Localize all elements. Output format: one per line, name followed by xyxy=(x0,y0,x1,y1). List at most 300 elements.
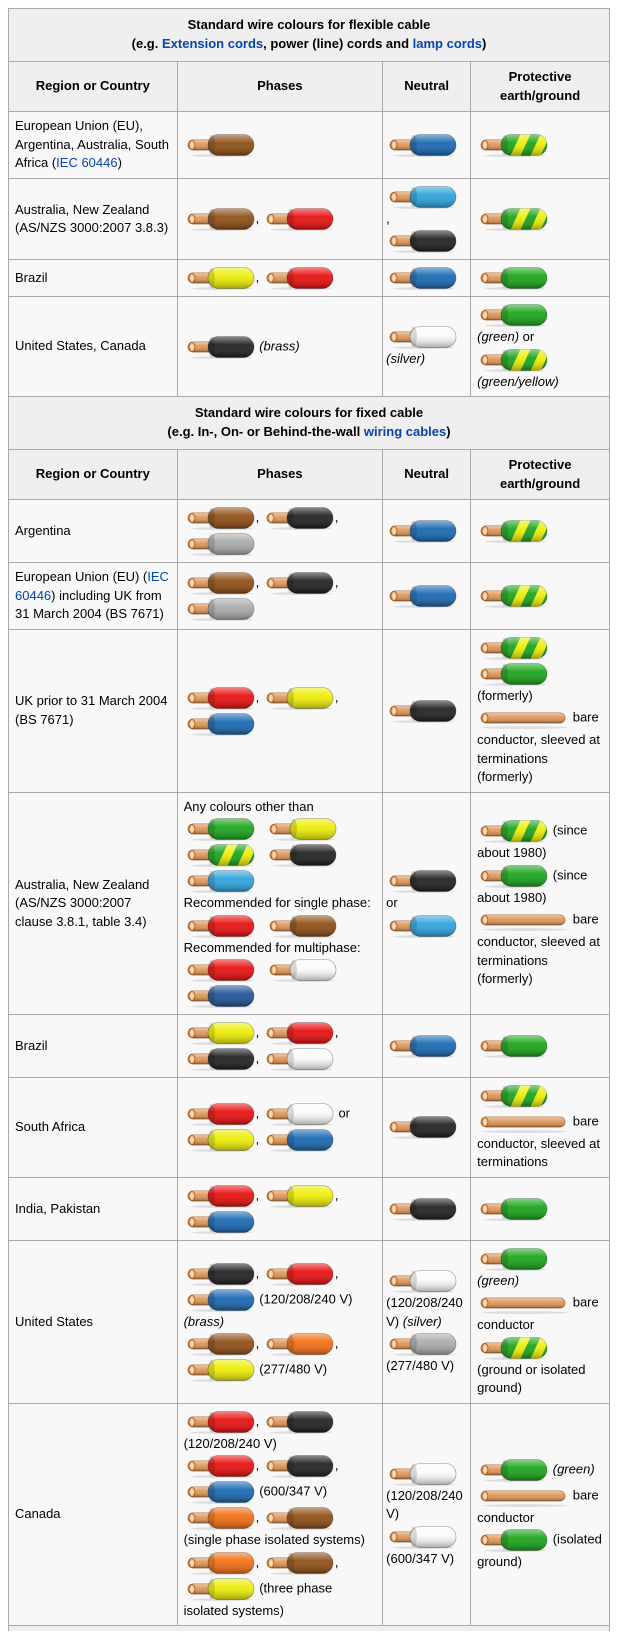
column-header-neutral: Neutral xyxy=(383,61,471,112)
wire-icon xyxy=(386,1115,458,1139)
text: Argentina xyxy=(15,523,71,539)
text: , xyxy=(334,1335,339,1351)
neutral-cell xyxy=(383,1015,471,1078)
wire-icon xyxy=(184,1128,256,1152)
region-cell xyxy=(9,297,178,397)
table-row xyxy=(9,297,610,397)
wire-black xyxy=(263,1454,335,1478)
region-cell xyxy=(9,500,178,563)
wire-green-yellow xyxy=(184,843,256,867)
text: European Union (EU) ( xyxy=(15,569,148,585)
wire-icon xyxy=(477,819,549,843)
text: , xyxy=(255,689,263,705)
text: (e.g. xyxy=(131,35,162,51)
wire-orange xyxy=(184,1506,256,1530)
text: United States xyxy=(15,1313,94,1329)
wire-icon xyxy=(477,584,549,608)
wire-icon xyxy=(184,984,256,1008)
text: , xyxy=(386,210,390,226)
wire-green-yellow xyxy=(477,584,549,608)
region-cell xyxy=(9,629,178,792)
earth-cell xyxy=(471,629,610,792)
wire-blue xyxy=(184,1480,256,1504)
region-cell xyxy=(9,1403,178,1625)
wire-green-yellow xyxy=(477,819,549,843)
wire-blue xyxy=(386,133,458,157)
wire-red xyxy=(184,1184,256,1208)
wire-icon xyxy=(184,207,256,231)
earth-cell xyxy=(471,1078,610,1178)
region-cell xyxy=(9,1078,178,1178)
text: (120/208/240 V) xyxy=(386,1487,463,1522)
text: (ground or isolated ground) xyxy=(477,1361,586,1396)
text: (since about 1980) xyxy=(477,867,588,905)
wire-brown xyxy=(184,1332,256,1356)
wire-icon xyxy=(263,506,335,530)
table-row xyxy=(9,1015,610,1078)
wire-icon xyxy=(184,686,256,710)
section-subtitle xyxy=(15,423,603,442)
wire-blue xyxy=(386,519,458,543)
phases-cell xyxy=(177,563,383,629)
wire-icon xyxy=(266,958,338,982)
table-row xyxy=(9,112,610,178)
text: United States, Canada xyxy=(15,338,146,354)
wire-icon xyxy=(263,571,335,595)
wire-white xyxy=(386,325,458,349)
wire-icon xyxy=(386,1197,458,1221)
text: , xyxy=(255,574,263,590)
text: Canada xyxy=(15,1506,61,1522)
text: , xyxy=(334,1265,339,1281)
wire-blue xyxy=(184,1210,256,1234)
bare-conductor xyxy=(477,1484,569,1508)
wire-icon xyxy=(184,1410,256,1434)
earth-cell xyxy=(471,260,610,297)
wire-icon xyxy=(266,843,338,867)
section-header xyxy=(9,9,610,62)
wire-icon xyxy=(386,229,458,253)
italic-note: (silver) xyxy=(402,1313,442,1329)
italic-note: (green/yellow) xyxy=(477,373,559,389)
wire-green xyxy=(477,1528,549,1552)
wire-icon xyxy=(386,185,458,209)
bare-conductor xyxy=(477,706,569,730)
wire-green-yellow xyxy=(477,519,549,543)
text: (600/347 V) xyxy=(386,1550,455,1566)
phases-cell xyxy=(177,297,383,397)
region-cell xyxy=(9,1177,178,1240)
wire-yellow xyxy=(184,1021,256,1045)
text: India, Pakistan xyxy=(15,1200,101,1216)
text: , xyxy=(255,1131,263,1147)
wire-icon xyxy=(184,1358,256,1382)
wire-icon xyxy=(386,699,458,723)
section-header xyxy=(9,397,610,450)
text: , xyxy=(334,574,339,590)
wire-orange xyxy=(263,1332,335,1356)
text: , xyxy=(255,1024,263,1040)
wire-red xyxy=(184,914,256,938)
wire-green-yellow xyxy=(477,1084,549,1108)
wire-red xyxy=(263,1262,335,1286)
wire-green xyxy=(477,1247,549,1271)
earth-cell xyxy=(471,112,610,178)
wire-black xyxy=(386,1115,458,1139)
text: (600/347 V) xyxy=(255,1483,328,1499)
wire-black xyxy=(266,843,338,867)
wire-icon xyxy=(386,869,458,893)
wire-white xyxy=(266,958,338,982)
wire-icon xyxy=(386,325,458,349)
wire-yellow xyxy=(263,1184,335,1208)
text: bare conductor xyxy=(477,1487,599,1525)
table-row xyxy=(9,178,610,259)
wire-brown xyxy=(266,914,338,938)
wire-yellow xyxy=(184,1577,256,1601)
italic-note: (silver) xyxy=(386,351,426,367)
wire-icon xyxy=(263,1454,335,1478)
text: , xyxy=(255,1335,263,1351)
neutral-cell xyxy=(383,297,471,397)
text: , xyxy=(334,1024,339,1040)
wire-green xyxy=(184,817,256,841)
wire-icon xyxy=(184,958,256,982)
wire-icon xyxy=(477,1458,549,1482)
wire-blue xyxy=(263,1128,335,1152)
wire-green-yellow xyxy=(477,636,549,660)
text: , power (line) cords and xyxy=(263,35,413,51)
wire-grey xyxy=(386,1332,458,1356)
neutral-cell xyxy=(383,260,471,297)
text: (120/208/240 V) xyxy=(255,1291,353,1307)
table-row xyxy=(9,1240,610,1403)
wire-icon xyxy=(477,636,549,660)
wiki-link[interactable]: wiring cables xyxy=(363,423,447,439)
wire-icon xyxy=(263,1102,335,1126)
wire-icon xyxy=(266,817,338,841)
wire-icon xyxy=(184,1210,256,1234)
table-row xyxy=(9,1403,610,1625)
section-header-row xyxy=(9,397,610,450)
wire-icon xyxy=(184,1288,256,1312)
neutral-cell xyxy=(383,500,471,563)
phases-cell xyxy=(177,792,383,1014)
text: , xyxy=(334,509,339,525)
bare-conductor xyxy=(477,908,569,932)
text: ) xyxy=(446,423,451,439)
earth-cell xyxy=(471,563,610,629)
text: ) including UK from 31 March 2004 (BS 7671) xyxy=(15,587,164,622)
text: (isolated ground) xyxy=(477,1531,602,1570)
wire-icon xyxy=(263,1332,335,1356)
wire-black xyxy=(263,506,335,530)
phases-cell xyxy=(177,178,383,259)
table-row xyxy=(9,792,610,1014)
wire-icon xyxy=(477,1034,549,1058)
table-row xyxy=(9,563,610,629)
wire-white xyxy=(263,1102,335,1126)
text: or xyxy=(386,895,398,911)
wire-white xyxy=(263,1047,335,1071)
text: (three phase isolated systems) xyxy=(183,1580,333,1618)
phases-cell xyxy=(177,1240,383,1403)
wire-icon xyxy=(263,686,335,710)
region-cell xyxy=(9,112,178,178)
text: bare conductor, sleeved at terminations (formerly) xyxy=(477,709,600,785)
wire-brown xyxy=(184,506,256,530)
wire-yellow xyxy=(184,1128,256,1152)
text: Brazil xyxy=(15,269,48,285)
wire-icon xyxy=(184,1102,256,1126)
text: South Africa xyxy=(15,1119,86,1135)
neutral-cell xyxy=(383,563,471,629)
text: bare conductor, sleeved at terminations (formerly) xyxy=(477,911,600,986)
wire-icon xyxy=(184,1506,256,1530)
wire-red xyxy=(263,207,335,231)
phases-cell xyxy=(177,1403,383,1625)
wire-icon xyxy=(386,1525,458,1549)
italic-note: (brass) xyxy=(183,1313,225,1329)
text: , xyxy=(255,1509,263,1525)
text: or xyxy=(519,329,535,345)
wire-grey xyxy=(184,597,256,621)
bare-conductor-icon xyxy=(477,1291,569,1315)
wire-red xyxy=(263,266,335,290)
partial-next-section xyxy=(9,1626,610,1632)
earth-cell xyxy=(471,1015,610,1078)
text: , xyxy=(334,689,339,705)
bare-conductor-icon xyxy=(477,706,569,730)
text: Brazil xyxy=(15,1037,48,1053)
wire-icon xyxy=(477,1197,549,1221)
bare-conductor xyxy=(477,1291,569,1315)
wire-icon xyxy=(386,1332,458,1356)
wiki-link[interactable]: lamp cords xyxy=(412,35,483,51)
wire-red xyxy=(184,1102,256,1126)
neutral-cell xyxy=(383,629,471,792)
wire-green xyxy=(477,662,549,686)
wiki-link[interactable]: Extension cords xyxy=(161,35,264,51)
wire-black xyxy=(263,1410,335,1434)
wire-icon xyxy=(184,1480,256,1504)
bare-conductor xyxy=(477,1110,569,1134)
wire-icon xyxy=(266,914,338,938)
wire-icon xyxy=(263,1047,335,1071)
wire-yellow xyxy=(184,1358,256,1382)
wire-icon xyxy=(477,519,549,543)
wire-icon xyxy=(184,1184,256,1208)
text: ) xyxy=(482,35,487,51)
section-title: Standard wire colours for flexible cable xyxy=(187,17,431,32)
wire-yellow xyxy=(263,686,335,710)
wire-icon xyxy=(263,1551,335,1575)
partial-next-section-row xyxy=(9,1626,610,1632)
wire-icon xyxy=(184,597,256,621)
wire-red xyxy=(184,686,256,710)
wire-grey xyxy=(184,532,256,556)
wire-brown xyxy=(184,133,256,157)
wire-icon xyxy=(184,1262,256,1286)
phases-cell xyxy=(177,1177,383,1240)
wire-brown xyxy=(263,1506,335,1530)
neutral-cell xyxy=(383,112,471,178)
bare-conductor-icon xyxy=(477,1484,569,1508)
wire-green xyxy=(477,864,549,888)
wire-black xyxy=(386,1197,458,1221)
text: , xyxy=(334,1554,339,1570)
text: or xyxy=(334,1105,350,1121)
region-cell xyxy=(9,792,178,1014)
phases-cell xyxy=(177,629,383,792)
wire-black xyxy=(184,335,256,359)
wire-blue xyxy=(386,1034,458,1058)
wire-icon xyxy=(386,519,458,543)
text: Any colours other than xyxy=(183,798,314,814)
earth-cell xyxy=(471,178,610,259)
wire-icon xyxy=(477,1336,549,1360)
neutral-cell xyxy=(383,1078,471,1178)
wire-icon xyxy=(477,348,549,372)
wire-yellow xyxy=(266,817,338,841)
section-title: Standard wire colours for fixed cable xyxy=(194,405,424,421)
wire-icon xyxy=(263,1410,335,1434)
text: (120/208/240 V) xyxy=(386,1295,463,1329)
wire-icon xyxy=(263,1184,335,1208)
text: ) xyxy=(117,155,122,171)
wire-white xyxy=(386,1462,458,1486)
table-row xyxy=(9,629,610,792)
earth-cell xyxy=(471,1177,610,1240)
wire-white xyxy=(386,1525,458,1549)
text: (277/480 V) xyxy=(255,1361,328,1377)
wire-green-yellow xyxy=(477,348,549,372)
column-header-neutral: Neutral xyxy=(383,449,471,500)
wire-green-yellow xyxy=(477,207,549,231)
text: , xyxy=(255,1265,263,1281)
text: UK prior to 31 March 2004 (BS 7671) xyxy=(15,693,168,727)
neutral-cell xyxy=(383,1240,471,1403)
phases-cell xyxy=(177,1015,383,1078)
wire-icon xyxy=(386,914,458,938)
wire-green xyxy=(477,1458,549,1482)
wire-yellow xyxy=(184,266,256,290)
wire-icon xyxy=(386,1269,458,1293)
wire-icon xyxy=(386,266,458,290)
text: Recommended for multiphase: xyxy=(183,939,361,955)
bare-conductor-icon xyxy=(477,908,569,932)
italic-note: (green) xyxy=(552,1461,595,1477)
wire-green xyxy=(477,1034,549,1058)
wiki-link[interactable]: IEC 60446 xyxy=(15,569,169,603)
text: (120/208/240 V) xyxy=(183,1435,277,1451)
wire-blue xyxy=(184,1288,256,1312)
wire-icon xyxy=(184,266,256,290)
wire-black xyxy=(184,1047,256,1071)
text: (since about 1980) xyxy=(477,822,588,861)
wire-blue xyxy=(184,712,256,736)
wire-red xyxy=(184,1454,256,1478)
wire-icon xyxy=(477,266,549,290)
wire-icon xyxy=(477,662,549,686)
text: , xyxy=(255,210,263,226)
wire-blue xyxy=(386,584,458,608)
neutral-cell xyxy=(383,1403,471,1625)
wire-red xyxy=(263,1021,335,1045)
wire-icon xyxy=(477,864,549,888)
table-row xyxy=(9,260,610,297)
wire-icon xyxy=(263,207,335,231)
wire-icon xyxy=(263,1021,335,1045)
text: , xyxy=(334,1187,339,1203)
table-row xyxy=(9,1078,610,1178)
wire-red xyxy=(184,958,256,982)
section-subtitle xyxy=(15,35,603,54)
neutral-cell xyxy=(383,792,471,1014)
italic-note: (green) xyxy=(477,1272,520,1288)
wire-icon xyxy=(184,869,256,893)
column-header-row xyxy=(9,449,610,500)
wiki-link[interactable]: IEC 60446 xyxy=(56,155,118,171)
earth-cell xyxy=(471,792,610,1014)
earth-cell xyxy=(471,1240,610,1403)
wire-icon xyxy=(477,133,549,157)
text: , xyxy=(255,1187,263,1203)
region-cell xyxy=(9,178,178,259)
wire-icon xyxy=(477,303,549,327)
wire-icon xyxy=(184,506,256,530)
text: (e.g. In-, On- or Behind-the-wall xyxy=(167,423,364,439)
text: (formerly) xyxy=(477,687,533,703)
wire-black xyxy=(184,1262,256,1286)
text: , xyxy=(255,1105,263,1121)
text: European Union (EU), Argentina, Australia, South Africa ( xyxy=(15,118,169,171)
region-cell xyxy=(9,563,178,629)
neutral-cell xyxy=(383,178,471,259)
wire-icon xyxy=(184,335,256,359)
text: , xyxy=(255,509,263,525)
wire-icon xyxy=(263,1262,335,1286)
wire-white xyxy=(386,1269,458,1293)
wire-icon xyxy=(184,1454,256,1478)
wire-icon xyxy=(184,843,256,867)
wire-icon xyxy=(477,1528,549,1552)
wire-icon xyxy=(386,133,458,157)
wire-icon xyxy=(184,133,256,157)
earth-cell xyxy=(471,1403,610,1625)
wire-brown xyxy=(184,571,256,595)
neutral-cell xyxy=(383,1177,471,1240)
wire-icon xyxy=(263,1128,335,1152)
text: bare conductor, sleeved at terminations xyxy=(477,1113,600,1170)
column-header-phases: Phases xyxy=(177,61,383,112)
wire-icon xyxy=(477,1084,549,1108)
bare-conductor-icon xyxy=(477,1110,569,1134)
column-header-earth: Protective earth/ground xyxy=(471,61,610,112)
table-row xyxy=(9,500,610,563)
region-cell xyxy=(9,1015,178,1078)
region-cell xyxy=(9,1240,178,1403)
wire-green xyxy=(477,1197,549,1221)
column-header-earth: Protective earth/ground xyxy=(471,449,610,500)
text: bare conductor xyxy=(477,1294,599,1333)
wire-icon xyxy=(184,1021,256,1045)
wire-icon xyxy=(184,1551,256,1575)
earth-cell xyxy=(471,500,610,563)
table-row xyxy=(9,1177,610,1240)
wire-colour-table xyxy=(8,8,610,1631)
wire-icon xyxy=(477,207,549,231)
